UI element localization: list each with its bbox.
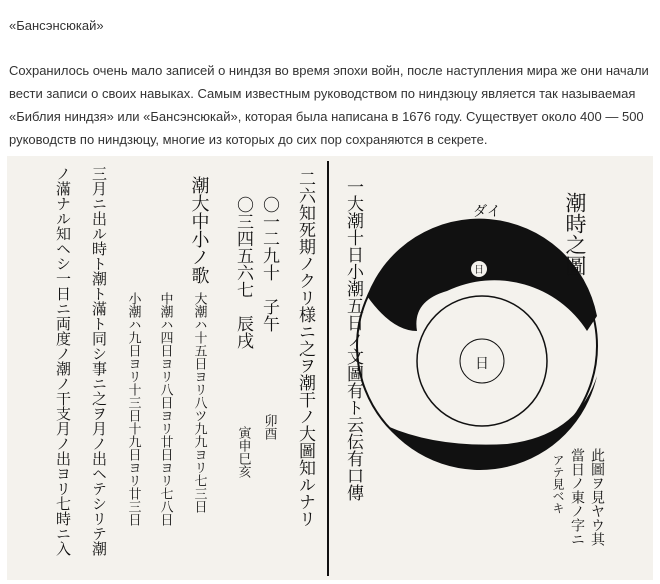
column-b: 二六知死期ノクリ様ニ之ヲ潮干ノ大圖知ルナリ [295,170,315,527]
hub-mark: 日 [475,356,489,372]
column-d: 〇三四五六七 辰戌 [233,196,253,349]
column-a: 一大潮十日小潮五日ノ文圖有ト云伝有口傳 [343,178,363,501]
scroll-image [7,156,653,580]
column-d2: 寅申巳亥 [235,426,251,478]
column-g: 中潮ハ四日ヨリ八日ヨリ廿日ヨリ七八日 [157,292,173,526]
note-2: 當日ノ東ノ字ニ [569,448,585,546]
article-paragraph: Сохранилось очень мало записей о ниндзя во время эпохи войн, после наступления мира же они начали вести записи о своих навыках. Самым известным руководством по ниндзюцу является так называемая «Библия ниндзя» или «Бансэнсюкай», которая была написана в 1676 году. Существует около 400 — 500 руководств по ниндзюцу, многие из которых до сих пор сохраняются в секрете. [9,63,649,147]
article-title: «Бансэнсюкай» [9,18,104,33]
column-e: 潮大中小ノ歌 [188,176,210,284]
scroll-illustration [7,156,653,580]
note-3: アテ見ベキ [551,454,565,514]
column-h: 小潮ハ九日ヨリ十三日十九日ヨリ廿三日 [125,292,141,526]
tide-chart-diagram [357,204,597,470]
top-mark: ダイ [473,204,501,220]
note-1: 此圖ヲ見ヤウ其 [589,448,605,546]
column-i: 三月ニ出ル時ト潮ト滿ト同シ事ニ之ヲ月ノ出ヘテシリテ潮 [90,166,108,556]
column-f: 大潮ハ十五日ヨリ八ツ九九ヨリ七三日 [191,292,207,513]
center-mark: 日 [474,265,484,276]
tide-chart-title: 潮時之圖 [563,192,587,276]
column-c2: 卯酉 [261,414,277,440]
column-j: ノ滿ナル知ヘシ一日ニ両度ノ潮ノ干支月ノ出ヨリ七時ニ入 [54,166,72,556]
column-c: 〇一二九十 子午 [259,196,279,332]
